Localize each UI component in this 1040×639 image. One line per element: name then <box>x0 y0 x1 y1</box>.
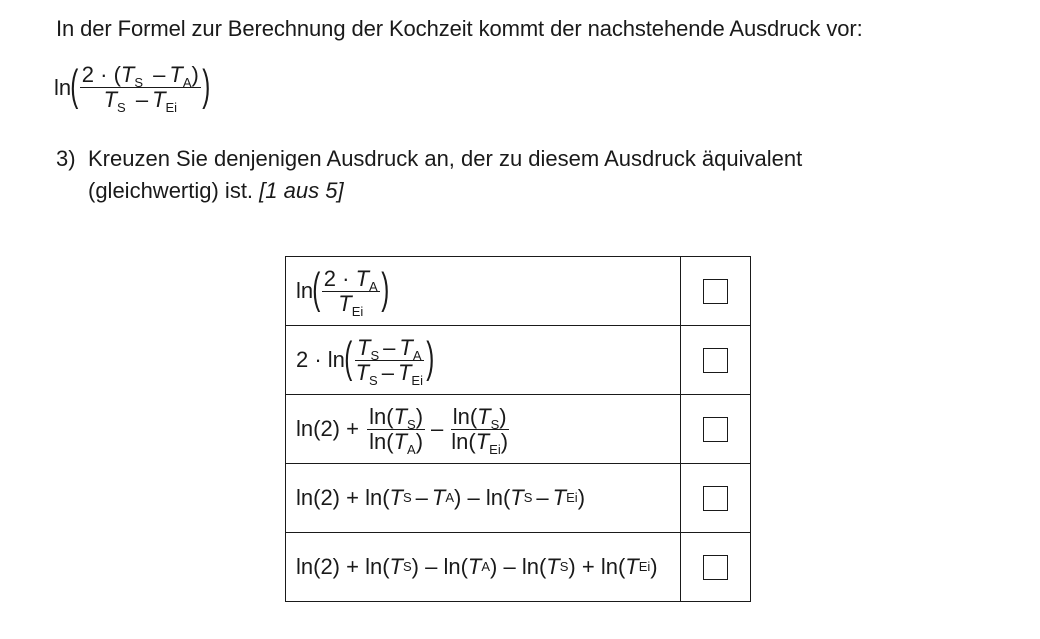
left-paren: ( <box>70 60 79 110</box>
option-row-2 <box>286 326 751 395</box>
option-3-cell <box>681 395 751 464</box>
option-1-checkbox[interactable] <box>703 279 728 304</box>
option-4-checkbox[interactable] <box>703 486 728 511</box>
main-fraction <box>80 62 201 115</box>
option-2-cell <box>681 326 751 395</box>
option-3-expression: ln(2) + $\frac{\ln(T_S)}{\ln(T_A)}$ – $\frac{\ln(T_S)}{\ln(T_{Ei})}$ <box>286 395 681 464</box>
option-1-cell <box>681 257 751 326</box>
fraction-numerator: $2 \cdot (T_S - T_A)$ <box>81 62 199 90</box>
option-1-expression: ln ( $\frac{2 \cdot T_A}{T_{Ei}}$ ) <box>286 257 681 326</box>
option-3-checkbox[interactable] <box>703 417 728 442</box>
option-row-4 <box>286 464 751 533</box>
intro-text: In der Formel zur Berechnung der Kochzeit kommt der nachstehende Ausdruck vor: <box>56 16 863 41</box>
task-number: 3) <box>56 146 76 171</box>
task-hint: [1 aus 5] <box>259 178 344 203</box>
option-row-1 <box>286 257 751 326</box>
options-table <box>285 256 751 602</box>
option-4-expression: ln(2) + ln( T S – T A ) – ln( T S – T Ei ) <box>286 464 681 533</box>
main-formula <box>54 60 211 115</box>
right-paren: ) <box>202 60 211 110</box>
option-5-checkbox[interactable] <box>703 555 728 580</box>
option-2-expression: 2 · ln ( $\frac{T_S - T_A}{T_S - T_{Ei}}$ ) <box>286 326 681 395</box>
option-5-cell <box>681 533 751 602</box>
option-row-3 <box>286 395 751 464</box>
option-5-expression: ln(2) + ln( T S ) – ln( T A ) – ln( T S ) + ln( T Ei ) <box>286 533 681 602</box>
option-4-cell <box>681 464 751 533</box>
fraction-denominator: $T_S - T_{Ei}$ <box>103 87 178 115</box>
option-row-5 <box>286 533 751 602</box>
task-text: Kreuzen Sie denjenigen Ausdruck an, der zu diesem Ausdruck äquivalent (gleichwertig) ist. [1 aus 5] <box>88 146 803 203</box>
ln-label: ln <box>54 74 72 100</box>
option-2-checkbox[interactable] <box>703 348 728 373</box>
